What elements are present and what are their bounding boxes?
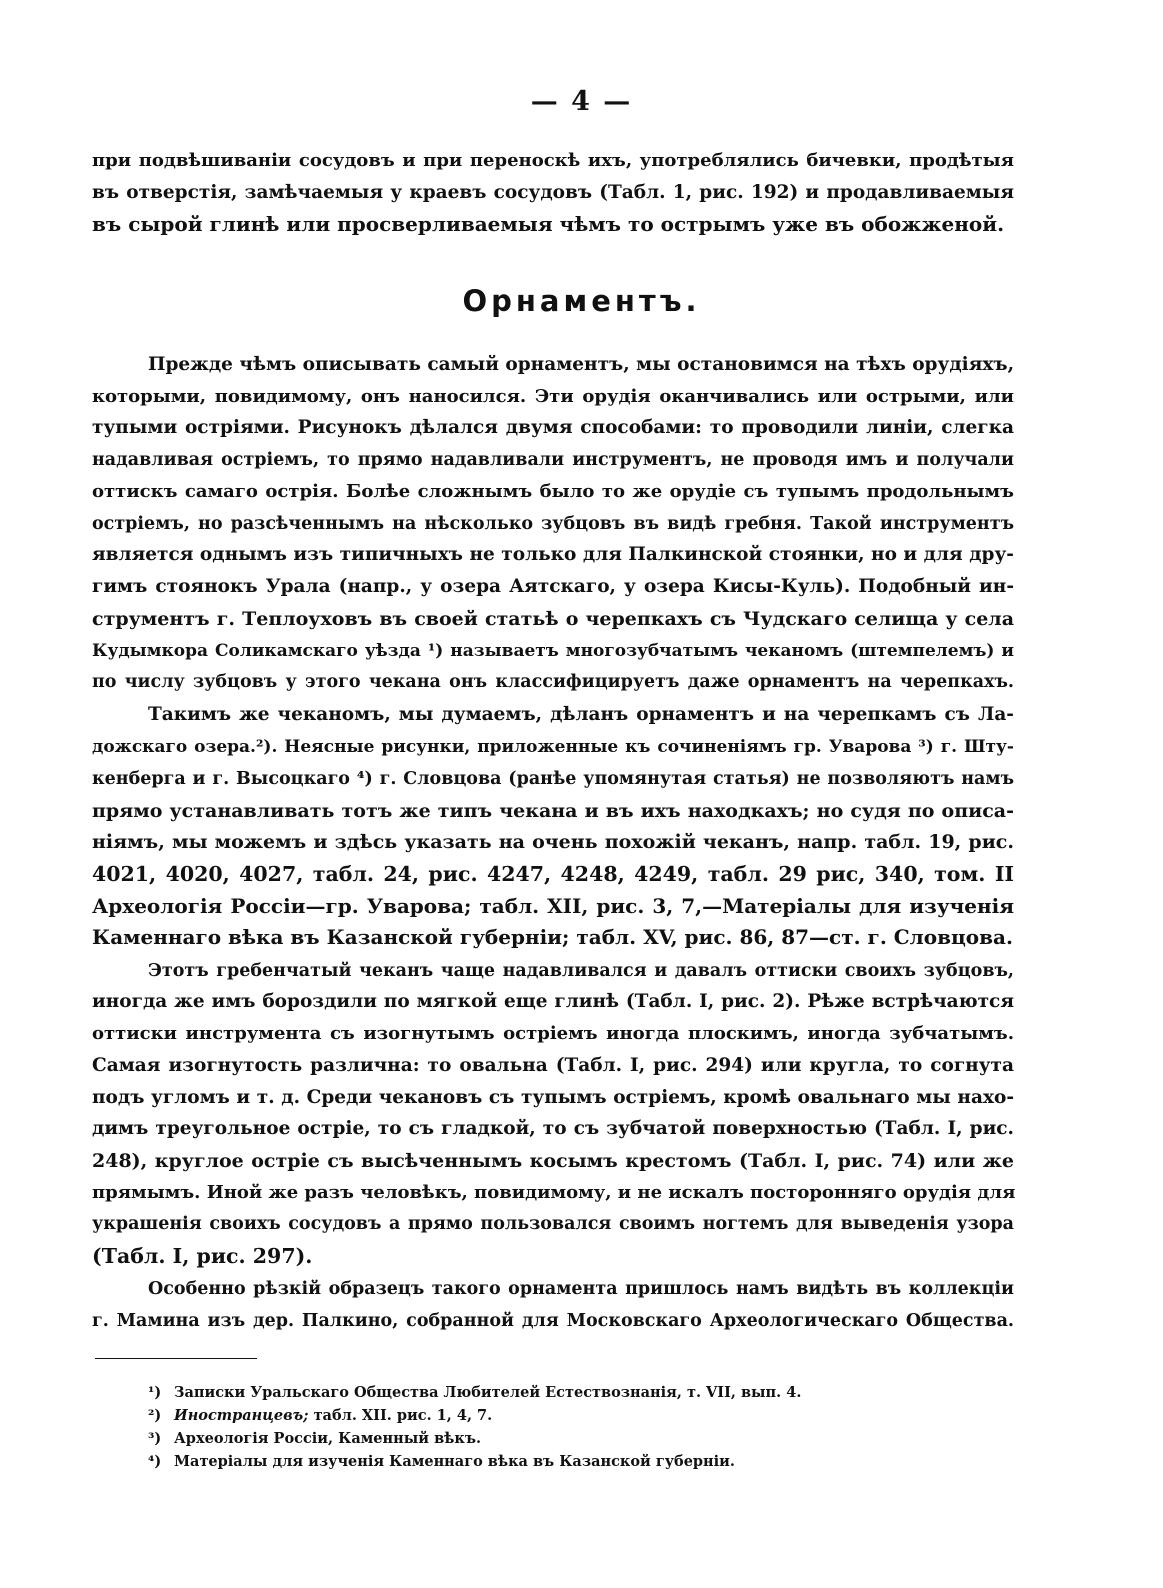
text-line: тупыми остріями. Рисунокъ дѣлался двумя способами: то проводили линiи, слегка	[92, 417, 1014, 438]
text-line: 248), круглое острiе съ высѣченнымъ косымъ крестомъ (Табл. I, рис. 74) или же	[92, 1150, 1014, 1172]
text-line: при подвѣшиванiи сосудовъ и при переноскѣ ихъ, употреблялись бичевки, продѣтыя	[92, 150, 1014, 171]
text-line: надавливая остріемъ, то прямо надавливали инструментъ, не проводя имъ и получали	[92, 450, 1014, 470]
footnote-4	[148, 1451, 948, 1473]
footnote-1	[148, 1382, 948, 1404]
footnote-text: табл. XII. рис. 1, 4, 7.	[308, 1407, 493, 1424]
text-line: украшенiя своихъ сосудовъ а прямо пользовался своимъ ногтемъ для выведенiя узора	[92, 1214, 1014, 1234]
text-line: иногда же имъ бороздили по мягкой еще глинѣ (Табл. I, рис. 2). Рѣже встрѣчаются	[92, 991, 1014, 1012]
text-line: димъ треугольное острiе, то съ гладкой, то съ зубчатой поверхностью (Табл. I, рис.	[92, 1118, 1014, 1139]
text-line: оттиски инструмента съ изогнутымъ остріемъ иногда плоскимъ, иногда зубчатымъ.	[92, 1023, 1014, 1044]
text-line: подъ угломъ и т. д. Среди чекановъ съ тупымъ остріемъ, кромѣ овальнаго мы нахо-	[92, 1087, 1014, 1108]
text-line: нiямъ, мы можемъ и здѣсь указать на очень похожiй чеканъ, напр. табл. 19, рис.	[92, 831, 1014, 853]
text-line: дожскаго озера.²). Неясные рисунки, приложенные къ сочиненiямъ гр. Уварова ³) г. Шту-	[92, 737, 1014, 757]
text-line: которыми, повидимому, онъ наносился. Эти орудiя оканчивались или острыми, или	[92, 386, 1014, 407]
text-line: кенберга и г. Высоцкаго ⁴) г. Словцова (ранѣе упомянутая статья) не позволяютъ намъ	[92, 769, 1014, 789]
text-line: въ сырой глинѣ или просверливаемыя чѣмъ то острымъ уже въ обожженой.	[92, 212, 1005, 236]
footnote-marker: ²)	[148, 1407, 162, 1424]
text-line: Особенно рѣзкiй образецъ такого орнамента пришлось намъ видѣть въ коллекцiи	[148, 1279, 1014, 1299]
text-line: прямо устанавливать тотъ же типъ чекана и въ ихъ находкахъ; но судя по описа-	[92, 800, 1014, 822]
text-line: струментъ г. Теплоуховъ въ своей статьѣ о черепкахъ съ Чудскаго селища у села	[92, 608, 1014, 630]
footnote-separator	[95, 1358, 257, 1359]
section-heading: Орнаментъ.	[462, 284, 701, 318]
footnote-marker: ¹)	[148, 1384, 162, 1401]
footnote-3	[148, 1428, 948, 1450]
text-line: г. Мамина изъ дер. Палкино, собранной для Московскаго Археологическаго Общества.	[92, 1311, 1014, 1331]
text-line: (Табл. I, рис. 297).	[92, 1244, 313, 1268]
text-line: въ отверстiя, замѣчаемыя у краевъ сосудовъ (Табл. 1, рис. 192) и продавливаемыя	[92, 182, 1014, 203]
text-line: остріемъ, но разсѣченнымъ на нѣсколько зубцовъ въ видѣ гребня. Такой инструментъ	[92, 514, 1014, 534]
text-line: Самая изогнутость различна: то овальна (Табл. I, рис. 294) или кругла, то согнута	[92, 1055, 1014, 1076]
footnote-text: Археологія Россіи, Каменный вѣкъ.	[174, 1430, 482, 1447]
text-line: по числу зубцовъ у этого чекана онъ классифицируетъ даже орнаментъ на черепкахъ.	[92, 672, 1014, 692]
text-line: является однымъ изъ типичныхъ не только для Палкинской стоянки, но и для дру-	[92, 544, 1014, 565]
text-line: Кудымкора Соликамскаго уѣзда ¹) называетъ многозубчатымъ чеканомъ (штемпелемъ) и	[92, 641, 1014, 661]
footnote-marker: ⁴)	[148, 1453, 162, 1470]
text-line: Такимъ же чеканомъ, мы думаемъ, дѣланъ орнаментъ и на черепкамъ съ Ла-	[148, 704, 1014, 725]
text-line: Прежде чѣмъ описывать самый орнаментъ, мы остановимся на тѣхъ орудiяхъ,	[148, 354, 1015, 375]
footnote-marker: ³)	[148, 1430, 162, 1447]
text-line: оттискъ самаго острiя. Болѣе сложнымъ было то же орудiе съ тупымъ продольнымъ	[92, 481, 1014, 502]
footnote-2	[148, 1405, 948, 1427]
page-number: — 4 —	[530, 86, 633, 117]
text-line: 4021, 4020, 4027, табл. 24, рис. 4247, 4248, 4249, табл. 29 рис, 340, том. II	[92, 862, 1014, 886]
footnote-text: Записки Уральскаго Общества Любителей Естествознанія, т. VII, вып. 4.	[174, 1384, 802, 1401]
text-line: прямымъ. Иной же разъ человѣкъ, повидимому, и не искалъ посторонняго орудiя для	[92, 1182, 1016, 1203]
text-line: Археологiя Россiи—гр. Уварова; табл. XII, рис. 3, 7,—Матерiалы для изученiя	[92, 894, 1014, 918]
text-line: Каменнаго вѣка въ Казанской губернiи; табл. XV, рис. 86, 87—ст. г. Словцова.	[92, 925, 1013, 949]
footnote-author: Иностранцевъ;	[174, 1407, 309, 1424]
footnote-text: Матеріалы для изученія Каменнаго вѣка въ Казанской губерніи.	[174, 1453, 735, 1470]
text-line: гимъ стоянокъ Урала (напр., у озера Аятскаго, у озера Кисы-Куль). Подобный ин-	[92, 576, 1014, 597]
text-line: Этотъ гребенчатый чеканъ чаще надавливался и давалъ оттиски своихъ зубцовъ,	[148, 961, 1014, 981]
